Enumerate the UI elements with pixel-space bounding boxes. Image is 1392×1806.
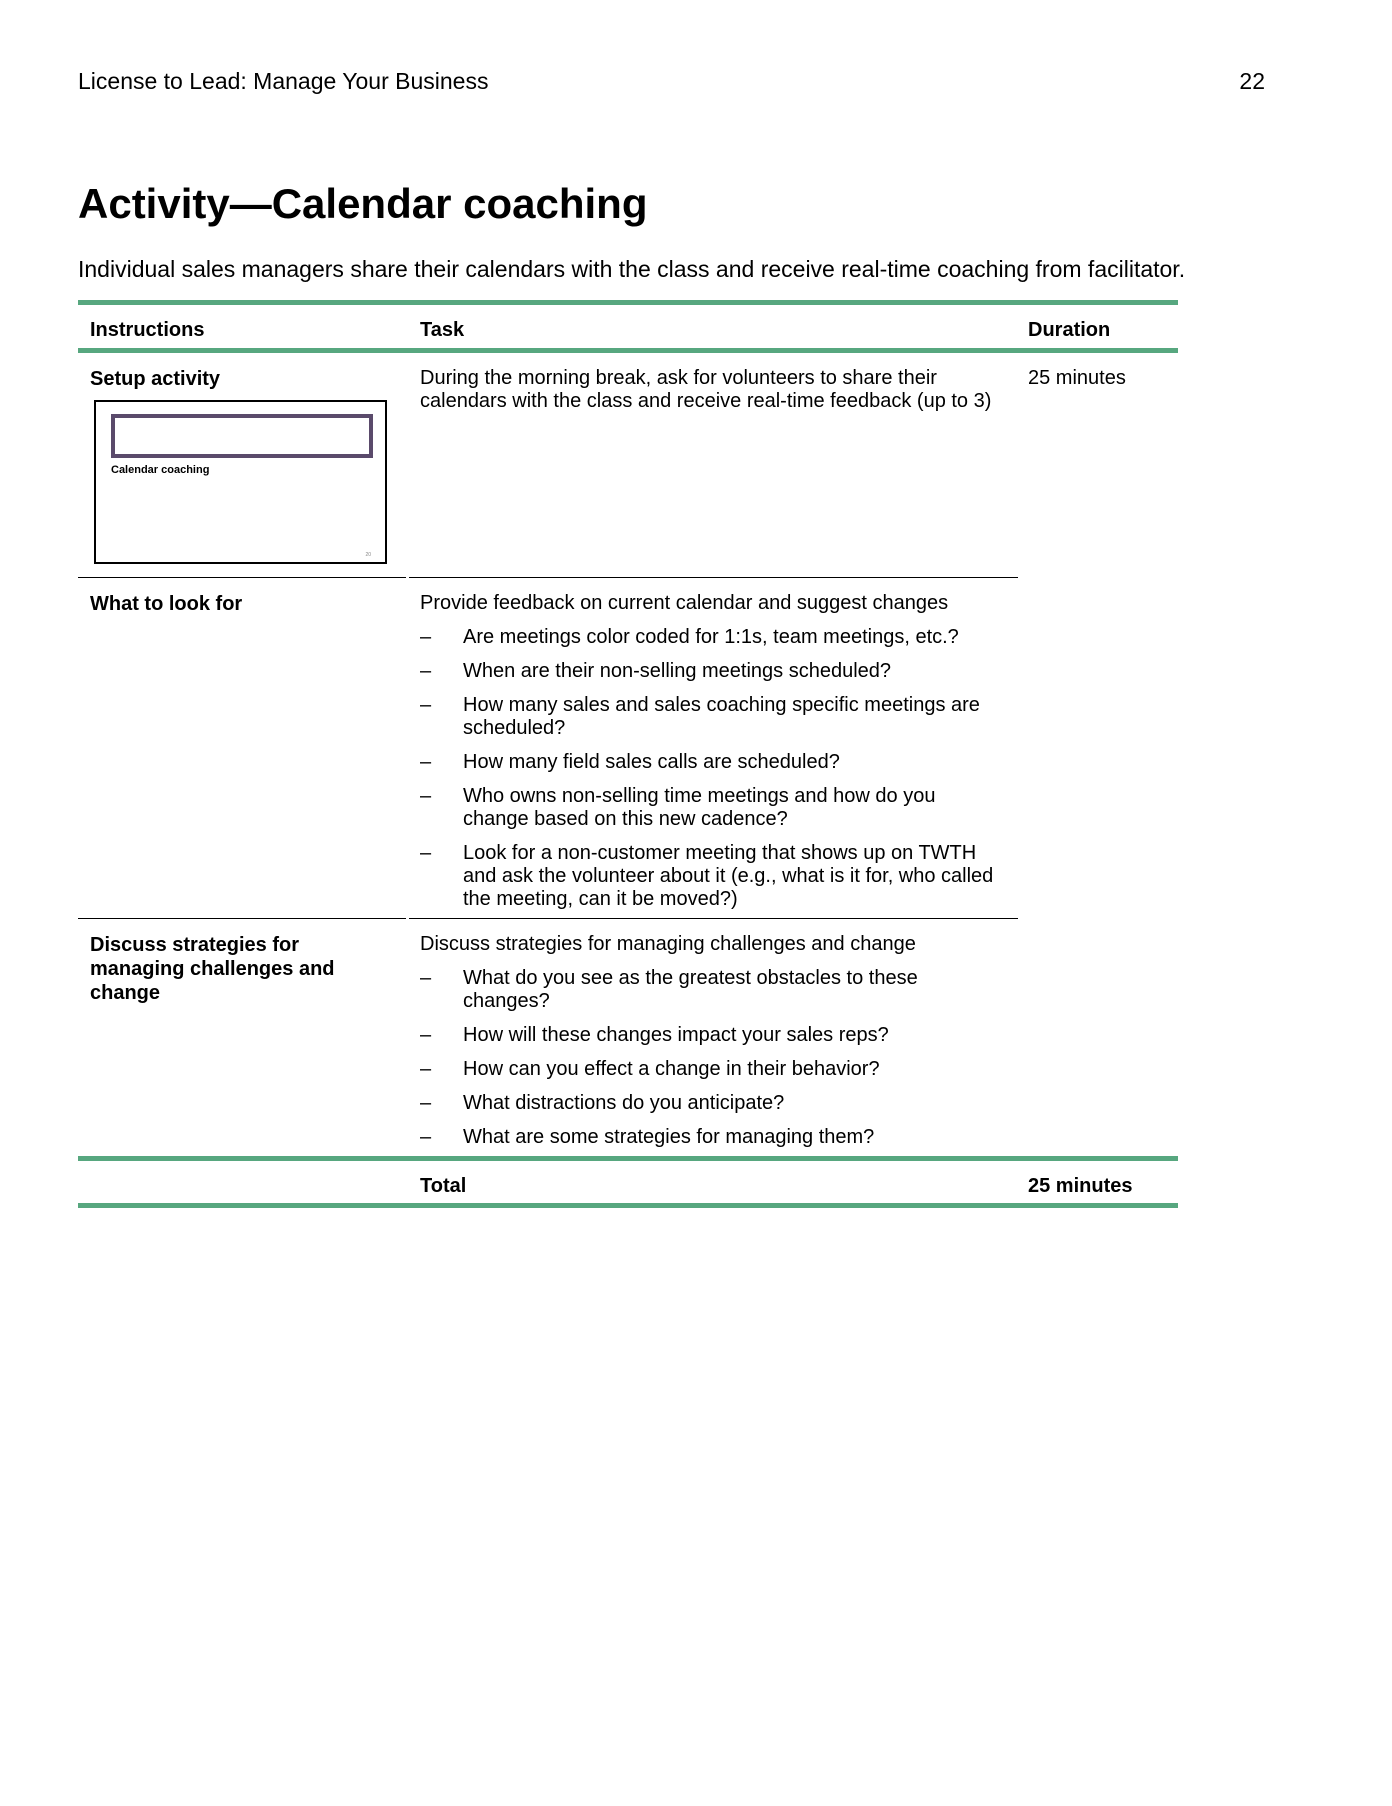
list-item: – When are their non-selling meetings scheduled? xyxy=(420,660,1000,683)
table-row-look-for xyxy=(78,578,1178,919)
slide-thumbnail xyxy=(94,400,387,564)
list-item: – What distractions do you anticipate? xyxy=(420,1092,1000,1115)
task-cell xyxy=(420,933,1000,1149)
task-cell xyxy=(420,592,1000,911)
total-label: Total xyxy=(420,1175,467,1197)
page-number: 22 xyxy=(1239,68,1265,94)
list-item: – How will these changes impact your sales reps? xyxy=(420,1024,1000,1047)
task-bullet-list xyxy=(420,626,1000,911)
activity-table xyxy=(78,300,1178,1208)
document-title: License to Lead: Manage Your Business xyxy=(78,68,489,94)
slide-thumbnail-number: 20 xyxy=(365,552,371,558)
column-header-instructions: Instructions xyxy=(90,319,205,341)
duration-cell: 25 minutes xyxy=(1028,367,1126,389)
column-header-duration: Duration xyxy=(1028,319,1111,341)
list-item: – What are some strategies for managing them? xyxy=(420,1126,1000,1149)
instruction-cell: What to look for xyxy=(90,593,243,615)
list-item: – How many sales and sales coaching specific meetings are scheduled? xyxy=(420,694,1000,740)
list-item: – Are meetings color coded for 1:1s, team meetings, etc.? xyxy=(420,626,1000,649)
list-item: – How many field sales calls are scheduled? xyxy=(420,751,1000,774)
task-lead-text: Discuss strategies for managing challenges and change xyxy=(420,933,916,955)
bottom-rule xyxy=(78,1203,1178,1208)
task-bullet-list xyxy=(420,967,1000,1149)
list-item: – Look for a non-customer meeting that shows up on TWTH and ask the volunteer about it (e.g., what is it for, who called the meeting, can it be moved?) xyxy=(420,842,1000,911)
table-header-row xyxy=(78,305,1178,348)
list-item: – Who owns non-selling time meetings and how do you change based on this new cadence? xyxy=(420,785,1000,831)
task-lead-text: Provide feedback on current calendar and suggest changes xyxy=(420,592,949,614)
task-cell: During the morning break, ask for volunteers to share their calendars with the class and receive real-time feedback (up to 3) xyxy=(420,367,992,412)
total-duration: 25 minutes xyxy=(1028,1175,1133,1197)
slide-thumbnail-label: Calendar coaching xyxy=(111,464,210,476)
list-item: – What do you see as the greatest obstacles to these changes? xyxy=(420,967,1000,1013)
table-row-setup xyxy=(78,353,1178,578)
instruction-cell: Discuss strategies for managing challenges and change xyxy=(90,934,335,1004)
page-title: Activity—Calendar coaching xyxy=(78,180,648,227)
list-item: – How can you effect a change in their behavior? xyxy=(420,1058,1000,1081)
column-header-task: Task xyxy=(420,319,465,341)
table-row-discuss xyxy=(78,919,1178,1156)
total-row xyxy=(78,1161,1178,1203)
instruction-cell: Setup activity xyxy=(90,368,221,390)
intro-text: Individual sales managers share their calendars with the class and receive real-time coaching from facilitator. xyxy=(78,256,1186,282)
slide-title-bar xyxy=(111,414,373,458)
